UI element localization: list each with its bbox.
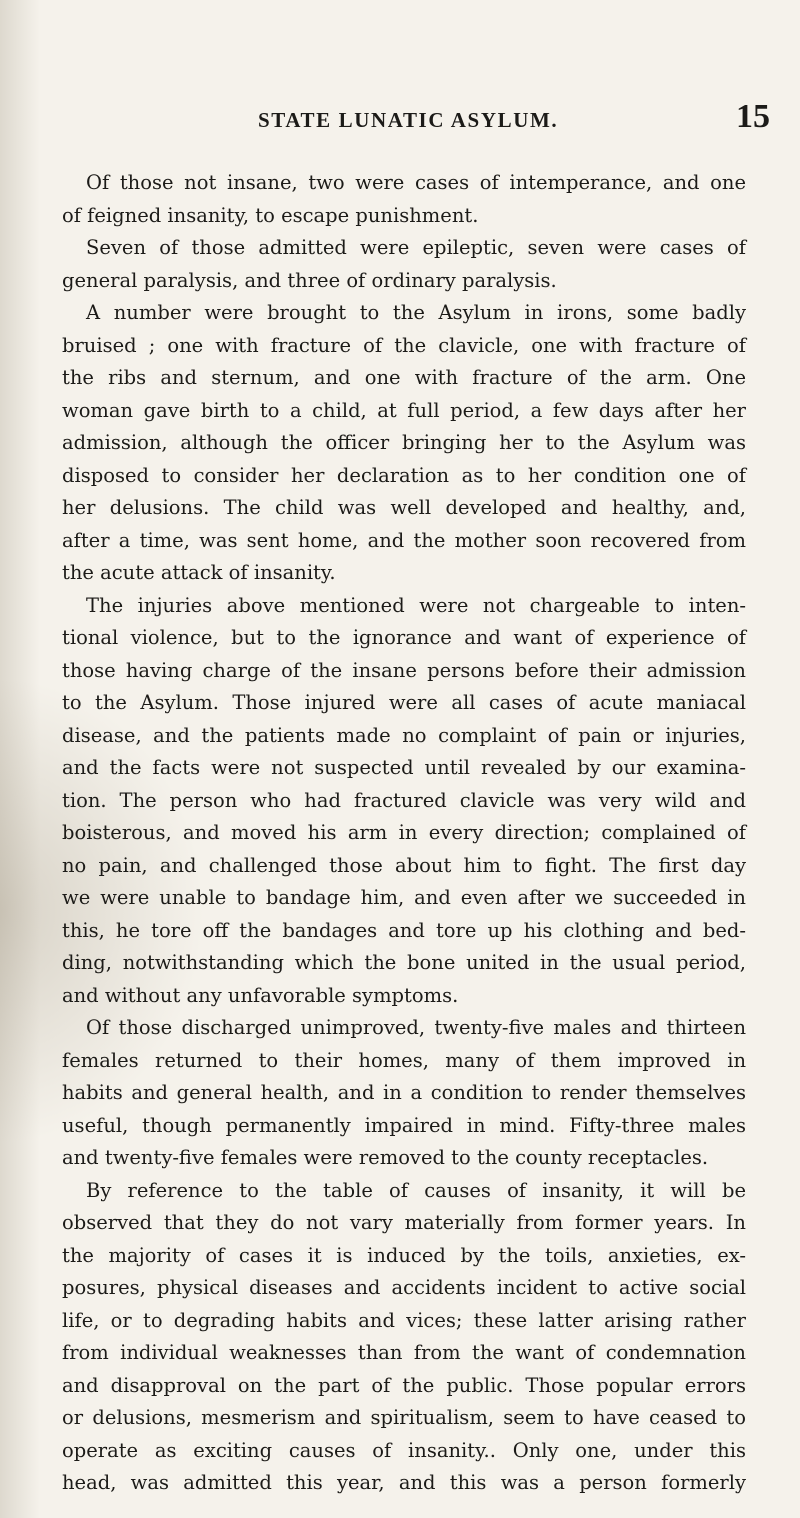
text-line: disease, and the patients made no complaint of pain or injuries, <box>62 723 746 747</box>
page-number: 15 <box>736 98 770 135</box>
text-line: bruised ; one with fracture of the clavicle, one with fracture of <box>62 333 746 357</box>
text-line: A number were brought to the Asylum in irons, some badly <box>86 301 746 324</box>
text-line: The injuries above mentioned were not chargeable to inten- <box>86 593 746 617</box>
text-line: and the facts were not suspected until revealed by our examina- <box>62 756 746 779</box>
text-line: this, he tore off the bandages and tore up his clothing and bed- <box>62 918 746 942</box>
running-title: STATE LUNATIC ASYLUM. <box>258 108 559 132</box>
text-line: the acute attack of insanity. <box>62 561 336 584</box>
paragraph <box>62 590 746 1013</box>
text-line: Seven of those admitted were epileptic, seven were cases of <box>86 236 746 259</box>
text-line: general paralysis, and three of ordinary paralysis. <box>62 268 557 292</box>
text-line: and disapproval on the part of the public. Those popular errors <box>62 1373 746 1397</box>
text-line: no pain, and challenged those about him to fight. The first day <box>62 853 746 877</box>
running-head <box>0 98 800 138</box>
paragraph <box>62 297 746 590</box>
text-line: females returned to their homes, many of them improved in <box>62 1048 746 1072</box>
text-line: and twenty-five females were removed to the county receptacles. <box>62 1146 709 1169</box>
text-line: head, was admitted this year, and this was a person formerly <box>62 1471 746 1494</box>
text-line: her delusions. The child was well developed and healthy, and, <box>62 496 746 519</box>
text-line: tional violence, but to the ignorance and want of experience of <box>62 626 746 649</box>
text-line: useful, though permanently impaired in mind. Fifty-three males <box>62 1113 746 1137</box>
text-line: Of those not insane, two were cases of intemperance, and one <box>86 171 746 194</box>
text-line: those having charge of the insane persons before their admission <box>62 658 746 682</box>
text-line: to the Asylum. Those injured were all cases of acute maniacal <box>62 691 746 714</box>
text-line: from individual weaknesses than from the want of condemnation <box>62 1341 746 1364</box>
text-line: By reference to the table of causes of insanity, it will be <box>86 1178 746 1202</box>
paragraph <box>62 232 746 297</box>
text-line: of feigned insanity, to escape punishment. <box>62 203 479 227</box>
text-line: disposed to consider her declaration as to her condition one of <box>62 463 746 487</box>
text-line: or delusions, mesmerism and spiritualism, seem to have ceased to <box>62 1406 746 1429</box>
text-line: the majority of cases it is induced by the toils, anxieties, ex- <box>62 1243 746 1267</box>
paragraph <box>62 167 746 232</box>
text-line: Of those discharged unimproved, twenty-five males and thirteen <box>86 1016 746 1039</box>
paragraph <box>62 1012 746 1175</box>
text-line: ding, notwithstanding which the bone united in the usual period, <box>62 951 746 974</box>
paragraph <box>62 1175 746 1500</box>
text-line: posures, physical diseases and accidents incident to active social <box>62 1276 746 1299</box>
text-line: the ribs and sternum, and one with fracture of the arm. One <box>62 366 746 389</box>
body-text <box>62 167 746 1500</box>
text-line: admission, although the officer bringing her to the Asylum was <box>62 431 746 454</box>
text-line: we were unable to bandage him, and even after we succeeded in <box>62 886 746 909</box>
text-line: woman gave birth to a child, at full period, a few days after her <box>62 398 746 422</box>
text-line: operate as exciting causes of insanity.. Only one, under this <box>62 1438 746 1462</box>
text-line: boisterous, and moved his arm in every direction; complained of <box>62 821 746 844</box>
text-line: after a time, was sent home, and the mother soon recovered from <box>62 528 746 552</box>
text-line: and without any unfavorable symptoms. <box>62 983 459 1007</box>
text-line: observed that they do not vary materially from former years. In <box>62 1211 746 1234</box>
text-line: habits and general health, and in a condition to render themselves <box>62 1081 746 1104</box>
text-line: life, or to degrading habits and vices; these latter arising rather <box>62 1308 746 1332</box>
text-line: tion. The person who had fractured clavicle was very wild and <box>62 788 746 812</box>
